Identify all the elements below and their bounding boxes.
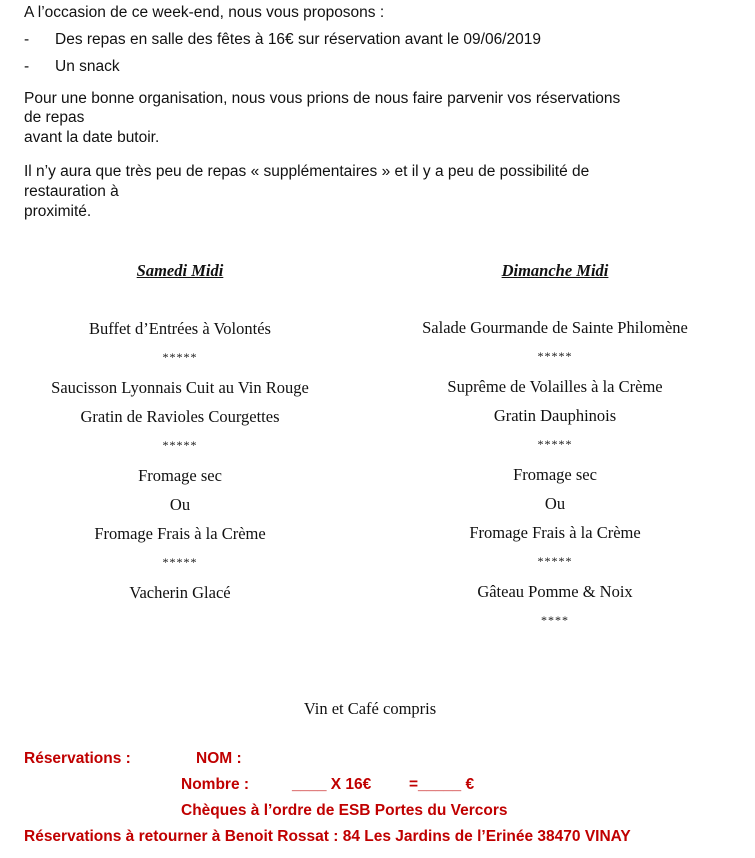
menu-separator: ***** — [162, 555, 198, 569]
menu-separator: ***** — [537, 554, 573, 568]
menu-item: Salade Gourmande de Sainte Philomène — [422, 318, 688, 337]
paragraph-line: avant la date butoir. — [24, 129, 160, 146]
menu-separator: ***** — [537, 437, 573, 451]
retour-line: Réservations à retourner à Benoit Rossat : 84 Les Jardins de l’Erinée 38470 VINAY — [24, 828, 631, 845]
menu-item: Saucisson Lyonnais Cuit au Vin Rouge — [51, 378, 309, 397]
menu-item: Ou — [169, 495, 191, 514]
menu-separator: **** — [541, 613, 569, 627]
bullet-dash: - — [24, 31, 30, 48]
bullet-text: Des repas en salle des fêtes à 16€ sur réservation avant le 09/06/2019 — [55, 31, 541, 48]
nombre-label: Nombre : — [181, 776, 250, 793]
menu-item: Suprême de Volailles à la Crème — [447, 377, 663, 396]
paragraph-line: restauration à — [24, 183, 119, 200]
menu-separator: ***** — [537, 349, 573, 363]
menu-item: Fromage Frais à la Crème — [469, 523, 641, 542]
bullet-dash: - — [24, 58, 30, 75]
menu-separator: ***** — [162, 350, 198, 364]
menu-item: Gâteau Pomme & Noix — [477, 582, 633, 601]
menu-title: Dimanche Midi — [501, 261, 609, 280]
menu-title: Samedi Midi — [136, 261, 224, 280]
nombre-formula: ____ X 16€ — [292, 776, 372, 793]
paragraph-line: Pour une bonne organisation, nous vous prions de nous faire parvenir vos réservations — [24, 90, 621, 107]
paragraph-line: Il n’y aura que très peu de repas « supplémentaires » et il y a peu de possibilité de — [24, 163, 590, 180]
menu-item: Vacherin Glacé — [129, 583, 231, 602]
vin-cafe-note: Vin et Café compris — [303, 699, 437, 718]
paragraph-line: de repas — [24, 109, 85, 126]
bullet-text: Un snack — [55, 58, 120, 75]
menu-item: Buffet d’Entrées à Volontés — [89, 319, 271, 338]
menu-item: Gratin Dauphinois — [493, 406, 617, 425]
cheques-line: Chèques à l’ordre de ESB Portes du Vercors — [181, 802, 508, 819]
total-field: =_____ € — [409, 776, 475, 793]
menu-item: Fromage sec — [138, 466, 222, 485]
menu-item: Fromage Frais à la Crème — [94, 524, 266, 543]
menu-item: Fromage sec — [513, 465, 597, 484]
intro-text: A l’occasion de ce week-end, nous vous proposons : — [24, 4, 385, 21]
paragraph-line: proximité. — [24, 203, 92, 220]
nom-label: NOM : — [196, 750, 242, 767]
reservation-label: Réservations : — [24, 750, 131, 767]
menu-item: Gratin de Ravioles Courgettes — [80, 407, 280, 426]
menu-item: Ou — [544, 494, 566, 513]
menu-separator: ***** — [162, 438, 198, 452]
